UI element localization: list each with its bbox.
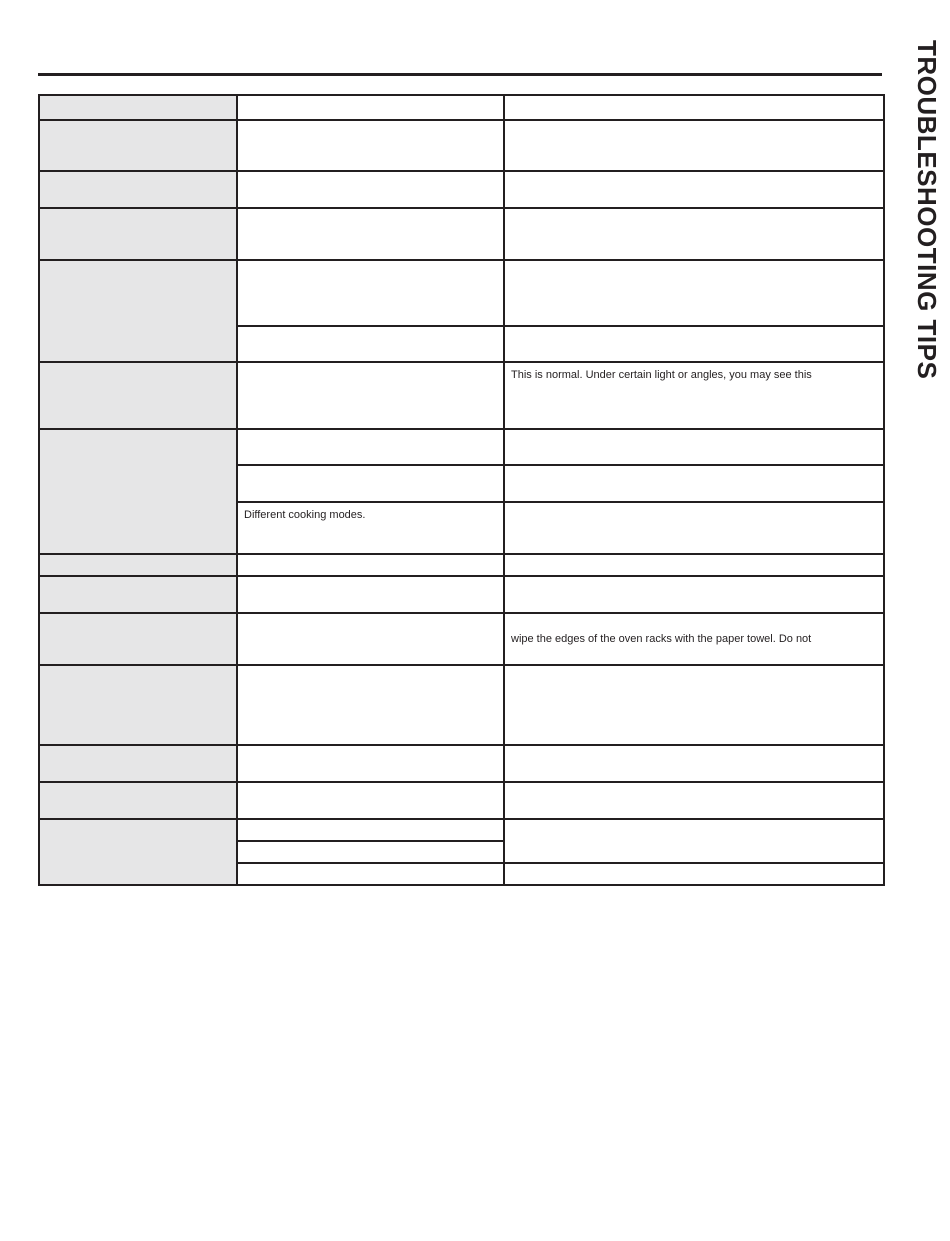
table-row [39, 260, 884, 326]
problem-cell [39, 576, 237, 613]
table-row [39, 819, 884, 841]
problem-cell [39, 429, 237, 554]
table-row [39, 208, 884, 260]
cause-cell [237, 745, 504, 782]
cause-cell [237, 465, 504, 502]
cause-cell [237, 260, 504, 326]
solution-cell [504, 208, 884, 260]
cause-cell [237, 171, 504, 208]
troubleshooting-table [38, 94, 885, 886]
solution-cell [504, 665, 884, 745]
table-row [39, 362, 884, 429]
table-row [39, 554, 884, 576]
solution-cell [504, 502, 884, 554]
solution-cell: This is normal. Under certain light or angles, you may see this [504, 362, 884, 429]
cause-cell [237, 863, 504, 885]
problem-cell [39, 819, 237, 885]
cause-cell [237, 841, 504, 863]
cause-cell [237, 554, 504, 576]
problem-cell [39, 362, 237, 429]
solution-cell [504, 465, 884, 502]
header-rule [38, 73, 882, 76]
cause-cell [237, 576, 504, 613]
table-row [39, 576, 884, 613]
solution-cell [504, 120, 884, 171]
solution-cell [504, 429, 884, 465]
solution-cell [504, 745, 884, 782]
solution-cell [504, 171, 884, 208]
problem-cell [39, 260, 237, 362]
solution-cell [504, 554, 884, 576]
problem-cell [39, 95, 237, 120]
solution-cell [504, 819, 884, 863]
cause-cell [237, 613, 504, 665]
solution-cell [504, 95, 884, 120]
solution-cell [504, 260, 884, 326]
cause-cell [237, 782, 504, 819]
cause-cell [237, 120, 504, 171]
cause-cell [237, 326, 504, 362]
cause-cell [237, 429, 504, 465]
problem-cell [39, 208, 237, 260]
solution-cell [504, 576, 884, 613]
table-row [39, 120, 884, 171]
table-row [39, 171, 884, 208]
solution-cell: wipe the edges of the oven racks with the paper towel. Do not [504, 613, 884, 665]
problem-cell [39, 665, 237, 745]
solution-cell [504, 863, 884, 885]
cause-cell [237, 665, 504, 745]
cause-cell [237, 208, 504, 260]
table-row [39, 429, 884, 465]
solution-cell [504, 782, 884, 819]
problem-cell [39, 120, 237, 171]
table-row [39, 613, 884, 665]
solution-cell [504, 326, 884, 362]
side-title: TROUBLESHOOTING TIPS [912, 40, 942, 380]
problem-cell [39, 171, 237, 208]
cause-cell [237, 362, 504, 429]
table-row [39, 95, 884, 120]
problem-cell [39, 782, 237, 819]
cause-cell: Different cooking modes. [237, 502, 504, 554]
cause-cell [237, 819, 504, 841]
table-row [39, 745, 884, 782]
problem-cell [39, 554, 237, 576]
table-row [39, 665, 884, 745]
problem-cell [39, 613, 237, 665]
table-row [39, 782, 884, 819]
problem-cell [39, 745, 237, 782]
cause-cell [237, 95, 504, 120]
